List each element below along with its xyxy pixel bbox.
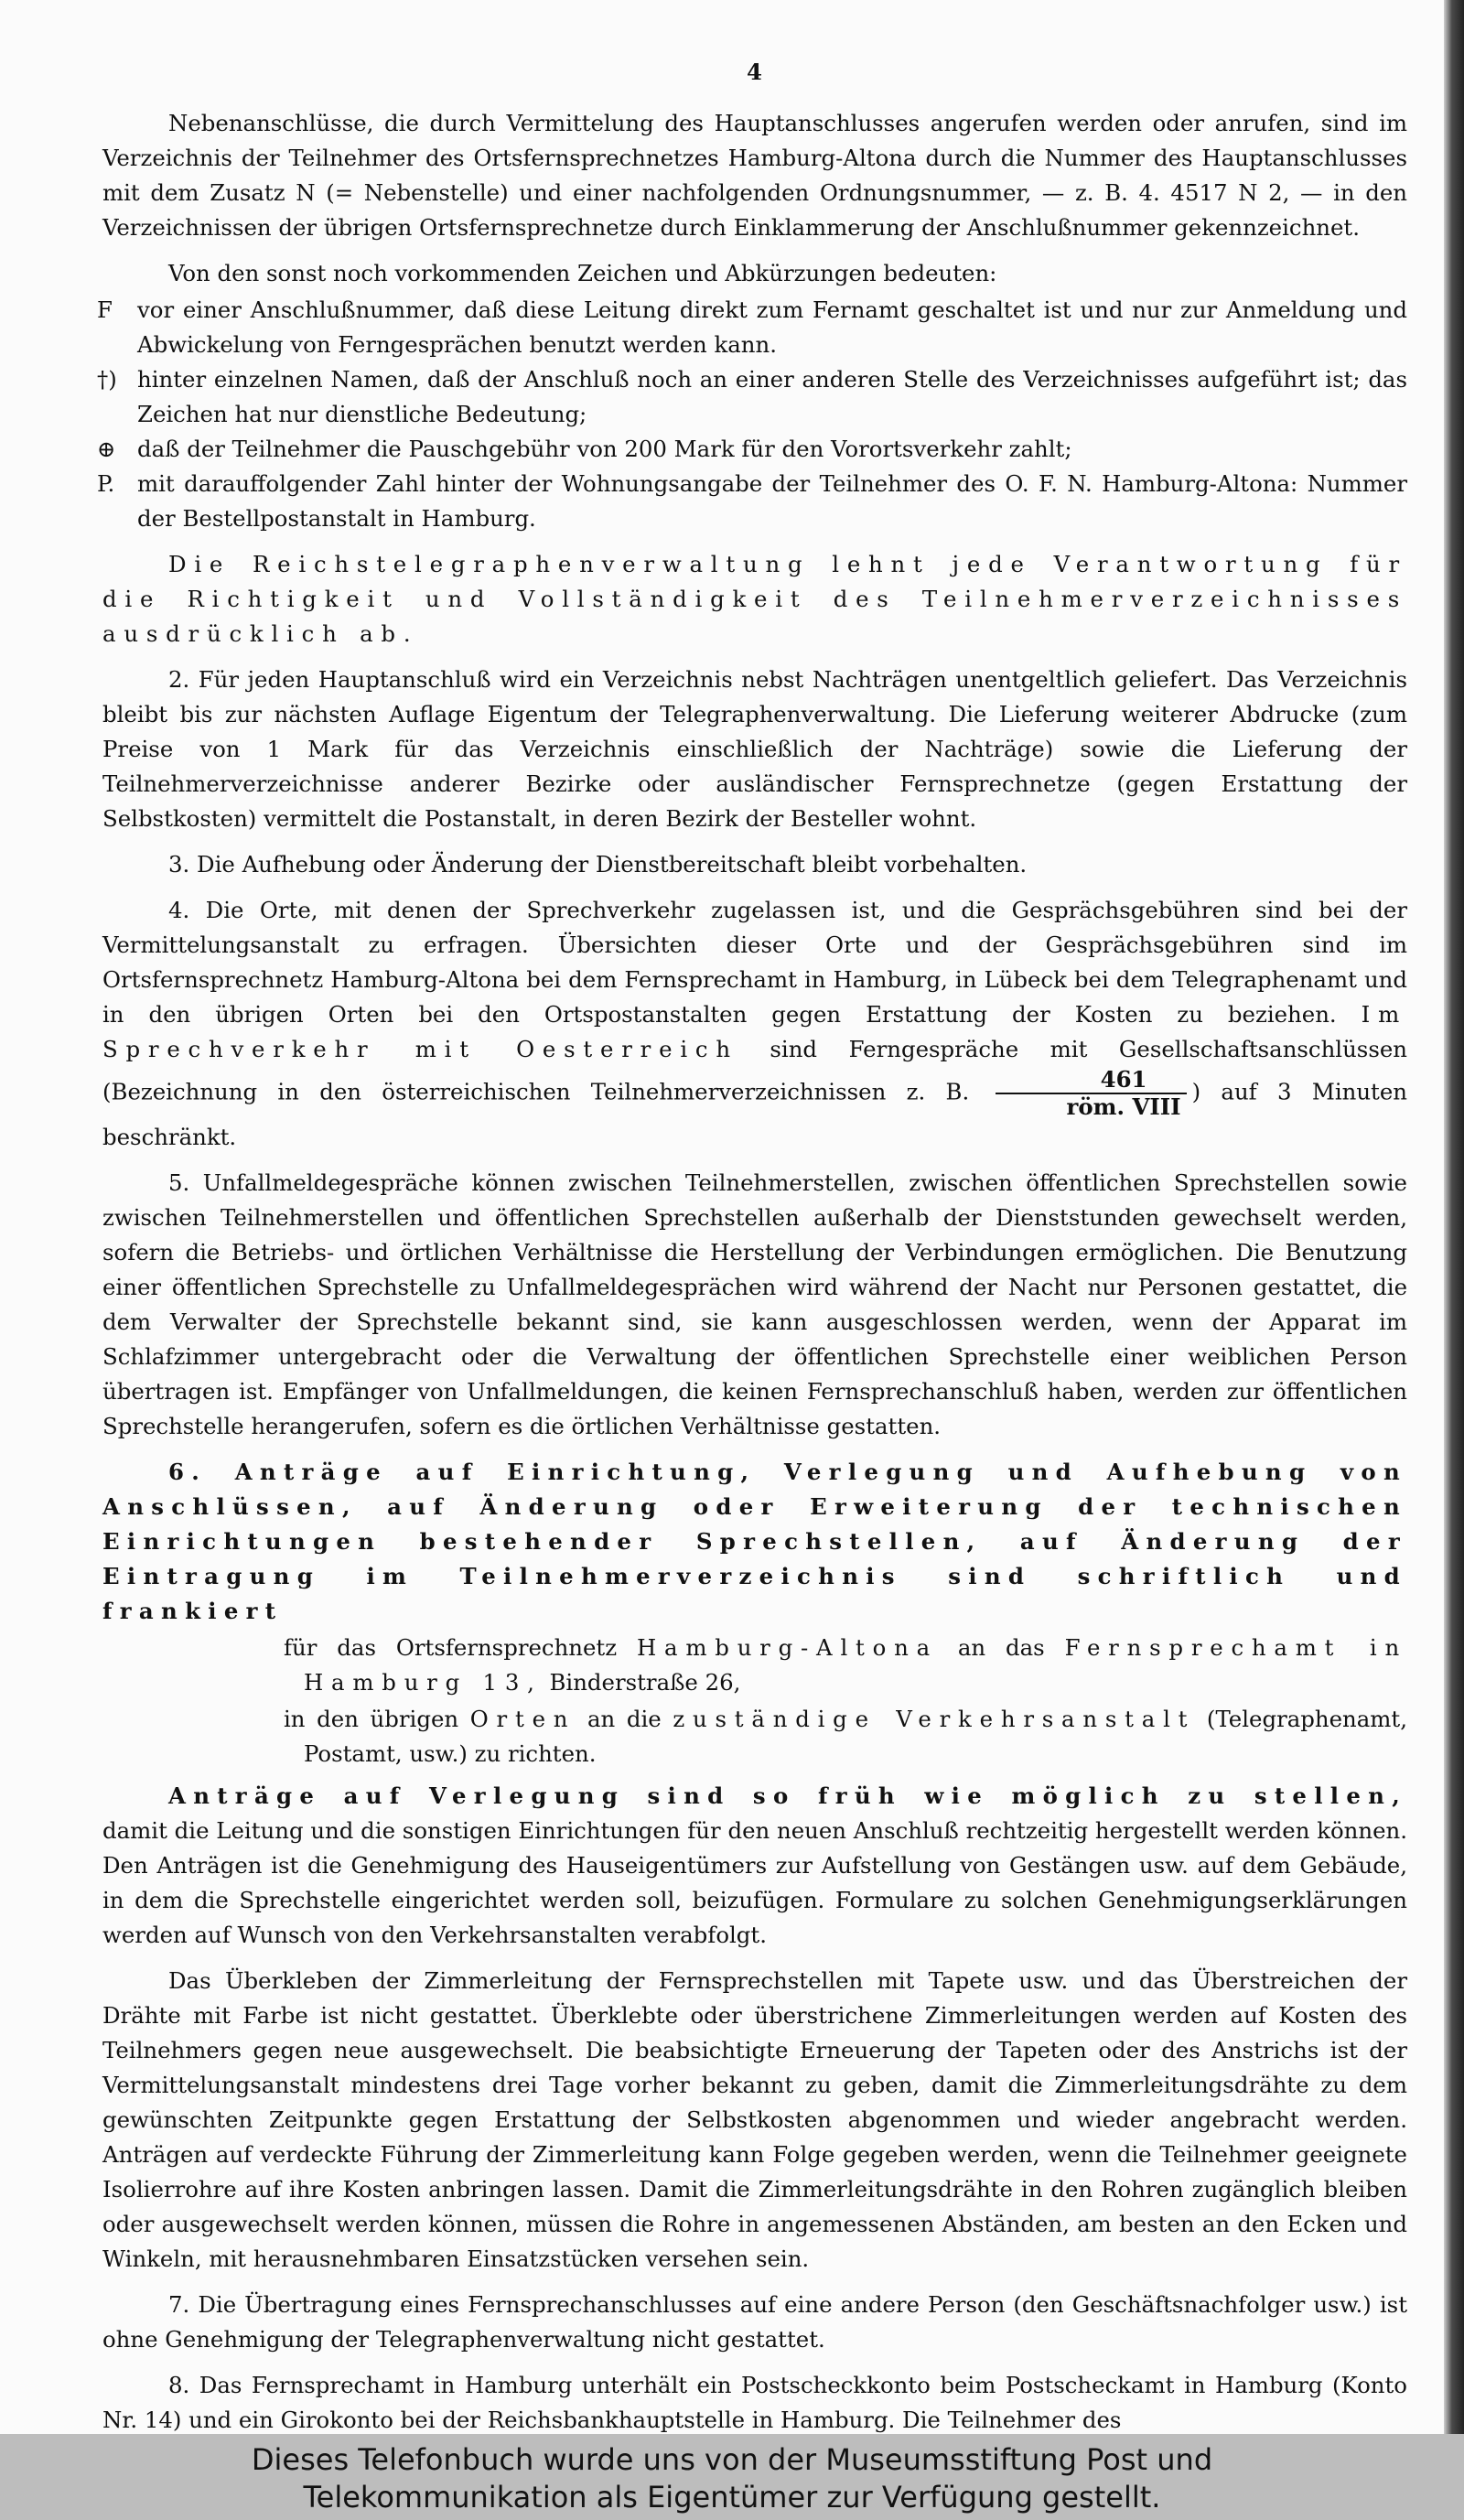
section-6-paragraph-3: Das Überkleben der Zimmerleitung der Fernsprechstellen mit Tapete usw. und das Überstreichen der Drähte mit Farbe ist nicht gestattet. Überklebte oder überstrichene Zimmerleitungen werden auf Kosten des Teilnehmers gegen neue ausgewechselt. Die beabsichtigte Erneuerung der Tapeten oder des Anstrichs ist der Vermittelungsanstalt mindestens drei Tage vorher bekannt zu geben, damit die Zimmerleitungsdrähte zu dem gewünschten Zeitpunkte gegen Erstattung der Selbstkosten abgenommen und wieder angebracht werden. Anträgen auf verdeckte Führung der Zimmerleitung kann Folge gegeben werden, wenn die Teilnehmer geeignete Isolierrohre auf ihre Kosten anbringen lassen. Damit die Zimmerleitungsdrähte in den Rohren zugänglich bleiben oder ausgewechselt werden können, müssen die Rohre in angemessenen Abständen, am besten an den Ecken und Winkeln, mit herausnehmbaren Einsatzstücken versehen sein. bbox=[102, 1967, 1407, 2272]
section-4-text-a: 4. Die Orte, mit denen der Sprechverkehr zugelassen ist, und die Gesprächsgebühren sind bei der Vermittelungsanstalt zu erfragen. Übersichten dieser Orte und der Gesprächsgebühren sind im Ortsfernsprechnetz Hamburg-Altona bei dem Fernsprechamt in Hamburg, in Lübeck bei dem Telegraphenamt und in den übrigen Orten bei den Ortspostanstalten gegen Erstattung der Kosten zu beziehen. bbox=[102, 897, 1407, 1028]
section-4-text-b: sind Ferngespräche mit Gesellschaftsanschlüssen (Bezeichnung in den österreichischen Teilnehmerverzeichnissen z. B. bbox=[102, 1036, 1407, 1105]
symbol-description: hinter einzelnen Namen, daß der Anschluß noch an einer anderen Stelle des Verzeichnisses aufgeführt ist; das Zeichen hat nur dienstliche Bedeutung; bbox=[137, 366, 1407, 427]
fraction-example bbox=[996, 1067, 1187, 1120]
address-city: Hamburg-Altona bbox=[637, 1634, 938, 1661]
intro-paragraph-2: Von den sonst noch vorkommenden Zeichen und Abkürzungen bedeuten: bbox=[168, 260, 997, 286]
symbol-mark: P. bbox=[97, 470, 115, 497]
footer-line-1: Dieses Telefonbuch wurde uns von der Museumsstiftung Post und bbox=[251, 2442, 1213, 2477]
fraction-numerator: 461 bbox=[1100, 1066, 1147, 1093]
section-4-spaced: Im Sprechverkehr mit Oesterreich bbox=[102, 1001, 1407, 1062]
address-office: zuständige Verkehrsanstalt bbox=[673, 1706, 1196, 1732]
address-text: (Telegraphenamt, Postamt, usw.) zu richten. bbox=[304, 1706, 1407, 1767]
symbol-entry bbox=[97, 467, 1407, 536]
section-6-spaced: Anträge auf Verlegung sind so früh wie möglich zu stellen, bbox=[168, 1782, 1407, 1809]
footer-line-2: Telekommunikation als Eigentümer zur Verfügung gestellt. bbox=[303, 2480, 1161, 2515]
section-3: 3. Die Aufhebung oder Änderung der Dienstbereitschaft bleibt vorbehalten. bbox=[168, 851, 1028, 878]
address-places: Orten bbox=[469, 1706, 576, 1732]
symbol-entry bbox=[97, 362, 1407, 432]
symbol-entry bbox=[97, 432, 1407, 467]
page-number: 4 bbox=[747, 59, 763, 85]
address-text: an das bbox=[957, 1634, 1045, 1661]
symbol-mark: †) bbox=[97, 366, 117, 393]
fraction-denominator: röm. VIII bbox=[996, 1093, 1187, 1120]
address-text: für das Ortsfernsprechnetz bbox=[284, 1634, 618, 1661]
address-office: Fernsprechamt in Hamburg 13, bbox=[304, 1634, 1408, 1696]
section-4-text-c: ) auf 3 Minuten beschränkt. bbox=[102, 1078, 1407, 1150]
section-4 bbox=[102, 893, 1407, 1155]
scan-edge bbox=[1444, 0, 1464, 2434]
section-8: 8. Das Fernsprechamt in Hamburg unterhält ein Postscheckkonto beim Postscheckamt in Hamburg (Konto Nr. 14) und ein Girokonto bei der Reichsbankhauptstelle in Hamburg. Die Teilnehmer des bbox=[102, 2372, 1407, 2433]
address-street: Binderstraße 26, bbox=[549, 1669, 741, 1696]
address-line-other bbox=[284, 1702, 1407, 1772]
section-6-text: damit die Leitung und die sonstigen Einrichtungen für den neuen Anschluß rechtzeitig hergestellt werden können. Den Anträgen ist die Genehmigung des Hauseigentümers zur Aufstellung von Gestängen usw. auf dem Gebäude, in dem die Sprechstelle eingerichtet werden soll, beizufügen. Formulare zu solchen Genehmigungserklärungen werden auf Wunsch von den Verkehrsanstalten verabfolgt. bbox=[102, 1817, 1407, 1948]
symbol-mark: ⊕ bbox=[97, 436, 116, 462]
symbol-description: mit darauffolgender Zahl hinter der Wohnungsangabe der Teilnehmer des O. F. N. Hamburg-Altona: Nummer der Bestellpostanstalt in Hamburg. bbox=[137, 470, 1407, 532]
section-6-paragraph-2 bbox=[102, 1779, 1407, 1953]
section-7: 7. Die Übertragung eines Fernsprechanschlusses auf eine andere Person (den Geschäftsnachfolger usw.) ist ohne Genehmigung der Telegraphenverwaltung nicht gestattet. bbox=[102, 2291, 1407, 2353]
address-line-hamburg bbox=[284, 1631, 1408, 1700]
symbol-mark: F bbox=[97, 296, 113, 323]
section-2: 2. Für jeden Hauptanschluß wird ein Verzeichnis nebst Nachträgen unentgeltlich geliefert. Das Verzeichnis bleibt bis zur nächsten Auflage Eigentum der Telegraphenverwaltung. Die Lieferung weiterer Abdrucke (zum Preise von 1 Mark für das Verzeichnis einschließlich der Nachträge) sowie die Lieferung der Teilnehmerverzeichnisse anderer Bezirke oder ausländischer Fernsprechnetze (gegen Erstattung der Selbstkosten) vermittelt die Postanstalt, in deren Bezirk der Besteller wohnt. bbox=[102, 666, 1407, 832]
intro-paragraph-1: Nebenanschlüsse, die durch Vermittelung des Hauptanschlusses angerufen werden oder anrufen, sind im Verzeichnis der Teilnehmer des Ortsfernsprechnetzes Hamburg-Altona durch die Nummer des Hauptanschlusses mit dem Zusatz N (= Nebenstelle) und einer nachfolgenden Ordnungsnummer, — z. B. 4. 4517 N 2, — in den Verzeichnissen der übrigen Ortsfernsprechnetze durch Einklammerung der Anschlußnummer gekennzeichnet. bbox=[102, 110, 1407, 241]
symbol-entry bbox=[97, 293, 1407, 362]
disclaimer: Die Reichstelegraphenverwaltung lehnt jede Verantwortung für die Richtigkeit und Vollständigkeit des Teilnehmerverzeichnisses ausdrücklich ab. bbox=[102, 551, 1407, 647]
symbol-legend bbox=[97, 293, 1407, 536]
address-text: in den übrigen bbox=[284, 1706, 459, 1732]
symbol-description: vor einer Anschlußnummer, daß diese Leitung direkt zum Fernamt geschaltet ist und nur zur Anmeldung und Abwickelung von Ferngesprächen benutzt werden kann. bbox=[137, 296, 1407, 358]
address-text: an die bbox=[587, 1706, 662, 1732]
section-5: 5. Unfallmeldegespräche können zwischen Teilnehmerstellen, zwischen öffentlichen Sprechstellen sowie zwischen Teilnehmerstellen und öffentlichen Sprechstellen außerhalb der Dienststunden gewechselt werden, sofern die Betriebs- und örtlichen Verhältnisse die Herstellung der Verbindungen ermöglichen. Die Benutzung einer öffentlichen Sprechstelle zu Unfallmeldegesprächen wird während der Nacht nur Personen gestattet, die dem Verwalter der Sprechstelle bekannt sind, sie kann ausgeschlossen werden, wenn der Apparat im Schlafzimmer untergebracht oder die Verwaltung der öffentlichen Sprechstelle einer weiblichen Person übertragen ist. Empfänger von Unfallmeldungen, die keinen Fernsprechanschluß haben, werden zur öffentlichen Sprechstelle herangerufen, sofern es die örtlichen Verhältnisse gestatten. bbox=[102, 1169, 1407, 1439]
symbol-description: daß der Teilnehmer die Pauschgebühr von 200 Mark für den Vorortsverkehr zahlt; bbox=[137, 436, 1072, 462]
section-6-heading: 6. Anträge auf Einrichtung, Verlegung und Aufhebung von Anschlüssen, auf Änderung oder Erweiterung der technischen Einrichtungen bestehender Sprechstellen, auf Änderung der Eintragung im Teilnehmerverzeichnis sind schriftlich und frankiert bbox=[102, 1459, 1407, 1624]
footer-banner bbox=[0, 2434, 1464, 2520]
